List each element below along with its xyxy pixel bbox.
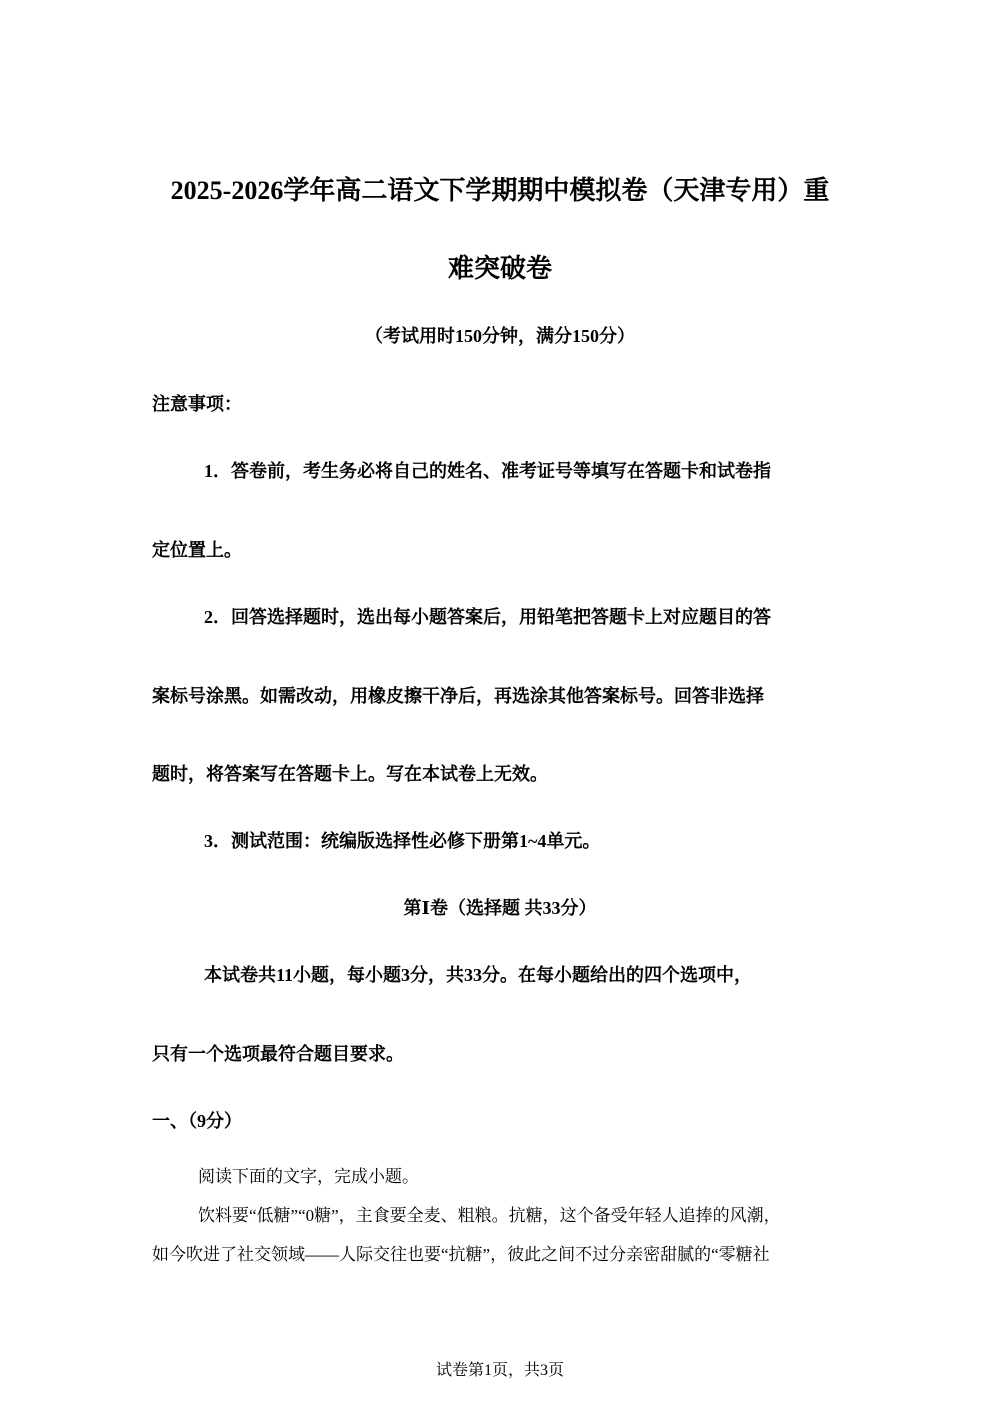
note-2-line-3: 题时，将答案写在答题卡上。写在本试卷上无效。: [152, 764, 548, 784]
note-1-line-2: 定位置上。: [152, 540, 242, 560]
section-intro-line-2: 只有一个选项最符合题目要求。: [152, 1044, 404, 1064]
notes-heading: 注意事项：: [152, 394, 242, 414]
exam-duration-subtitle: （考试用时150分钟，满分150分）: [365, 326, 635, 346]
page-footer: 试卷第1页，共3页: [435, 1362, 564, 1379]
passage-line-2: 如今吹进了社交领域——人际交往也要“抗糖”，彼此之间不过分亲密甜腻的“零糖社: [152, 1245, 770, 1264]
note-3: 3．测试范围：统编版选择性必修下册第1~4单元。: [204, 831, 601, 851]
document-title-line-1: 2025-2026学年高二语文下学期期中模拟卷（天津专用）重: [170, 176, 830, 205]
reading-instruction: 阅读下面的文字，完成小题。: [198, 1167, 419, 1186]
note-2-line-1: 2．回答选择题时，选出每小题答案后，用铅笔把答题卡上对应题目的答: [204, 607, 771, 627]
passage-line-1: 饮料要“低糖”“0糖”，主食要全麦、粗粮。抗糖，这个备受年轻人追捧的风潮，: [198, 1206, 781, 1225]
part-1-heading: 一、（9分）: [152, 1111, 242, 1131]
note-1-line-1: 1．答卷前，考生务必将自己的姓名、准考证号等填写在答题卡和试卷指: [204, 461, 771, 481]
note-2-line-2: 案标号涂黑。如需改动，用橡皮擦干净后，再选涂其他答案标号。回答非选择: [152, 686, 764, 706]
document-title-line-2: 难突破卷: [447, 254, 552, 283]
section-heading: 第Ⅰ卷（选择题 共33分）: [403, 898, 597, 918]
section-intro-line-1: 本试卷共11小题，每小题3分，共33分。在每小题给出的四个选项中，: [204, 965, 753, 985]
